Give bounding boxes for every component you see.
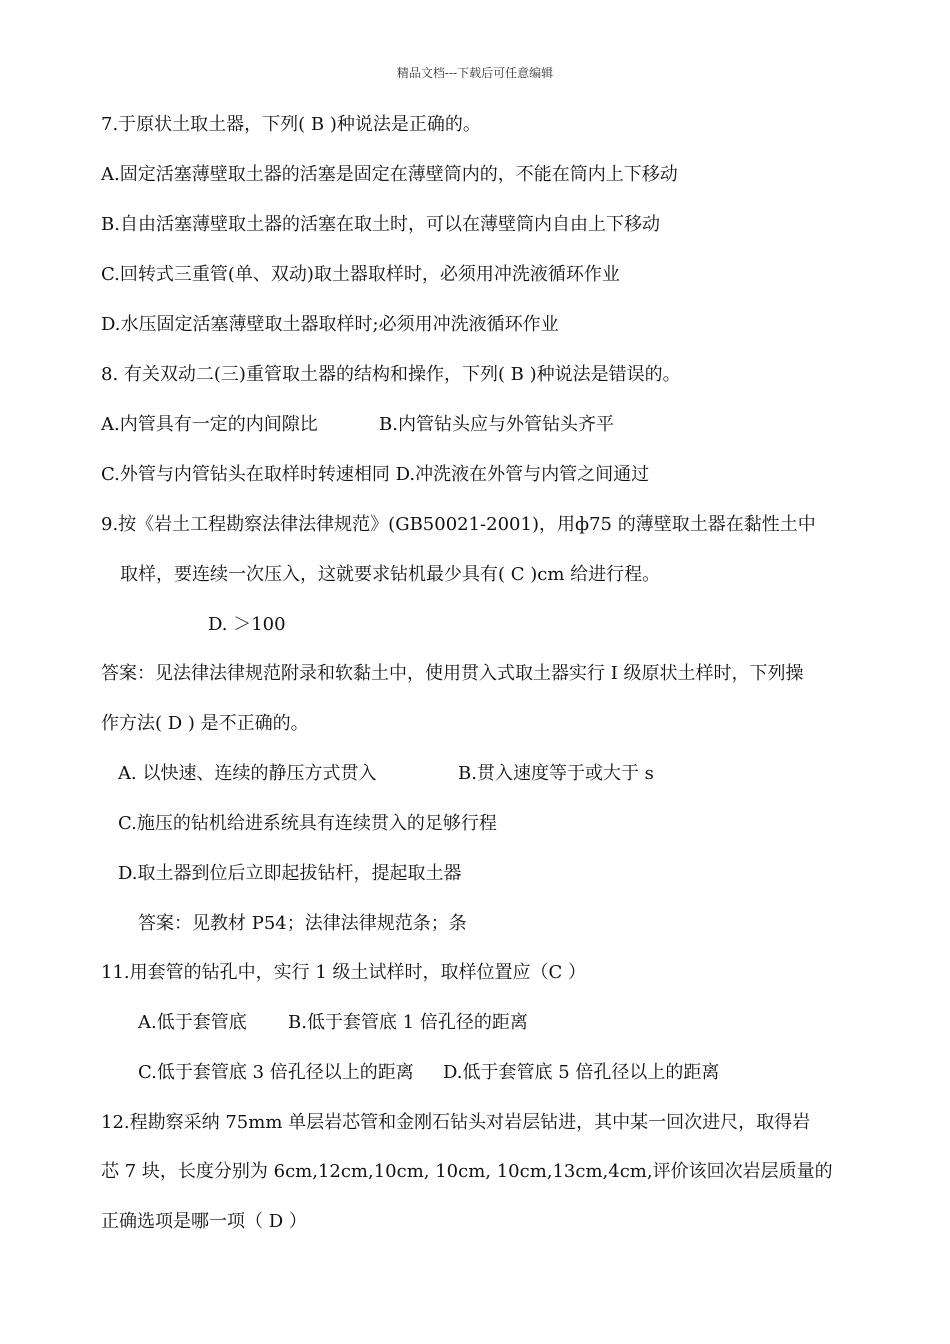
question-10-option-b: B.贯入速度等于或大于 s (458, 763, 654, 784)
question-8-options-cd: C.外管与内管钻头在取样时转速相同 D.冲洗液在外管与内管之间通过 (101, 464, 650, 485)
question-12-stem-line-1: 12.程勘察采纳 75mm 单层岩芯管和金刚石钻头对岩层钻进，其中某一回次进尺，取得岩 (101, 1112, 811, 1133)
question-8-option-b: B.内管钻头应与外管钻头齐平 (379, 414, 614, 435)
question-11-stem: 11.用套管的钻孔中，实行 1 级土试样时，取样位置应（C ） (101, 962, 587, 983)
question-10-option-a: A. 以快速、连续的静压方式贯入 (118, 763, 377, 784)
question-10-option-d: D.取土器到位后立即起拔钻杆，提起取土器 (118, 863, 462, 884)
question-9-stem-line-2: 取样，要连续一次压入，这就要求钻机最少具有( C )cm 给进行程。 (120, 564, 661, 585)
question-12-stem-line-3: 正确选项是哪一项（ D ） (101, 1211, 307, 1232)
question-12-stem-line-2: 芯 7 块，长度分别为 6cm,12cm,10cm, 10cm, 10cm,13cm,4cm,评价该回次岩层质量的 (101, 1161, 833, 1182)
question-9-stem-line-1: 9.按《岩土工程勘察法律法律规范》(GB50021-2001)，用ф75 的薄壁取土器在黏性土中 (101, 514, 816, 535)
question-7-option-b: B.自由活塞薄壁取土器的活塞在取土时，可以在薄壁筒内自由上下移动 (101, 214, 660, 235)
page-header: 精品文档---下载后可任意编辑 (396, 66, 554, 80)
question-10-option-c: C.施压的钻机给进系统具有连续贯入的足够行程 (118, 813, 497, 834)
question-8-stem: 8. 有关双动二(三)重管取土器的结构和操作，下列( B )种说法是错误的。 (101, 364, 681, 385)
question-11-option-b: B.低于套管底 1 倍孔径的距离 (288, 1012, 528, 1033)
question-11-option-c: C.低于套管底 3 倍孔径以上的距离 (138, 1062, 414, 1083)
question-7-stem: 7.于原状土取土器，下列( B )种说法是正确的。 (101, 114, 481, 135)
question-7-option-c: C.回转式三重管(单、双动)取土器取样时，必须用冲洗液循环作业 (101, 264, 620, 285)
question-11-option-a: A.低于套管底 (138, 1012, 247, 1033)
question-7-option-d: D.水压固定活塞薄壁取土器取样时;必须用冲洗液循环作业 (101, 314, 559, 335)
question-7-option-a: A.固定活塞薄壁取土器的活塞是固定在薄壁筒内的，不能在筒内上下移动 (101, 164, 678, 185)
answer-reference: 答案：见教材 P54；法律法律规范条；条 (138, 913, 467, 934)
question-8-option-a: A.内管具有一定的内间隙比 (101, 414, 318, 435)
answer-10-line-2: 作方法( D ) 是不正确的。 (101, 713, 309, 734)
question-9-option-d: D. ＞100 (208, 614, 286, 635)
answer-10-line-1: 答案：见法律法律规范附录和软黏土中，使用贯入式取土器实行 I 级原状土样时，下列操 (101, 663, 804, 684)
question-11-option-d: D.低于套管底 5 倍孔径以上的距离 (443, 1062, 720, 1083)
